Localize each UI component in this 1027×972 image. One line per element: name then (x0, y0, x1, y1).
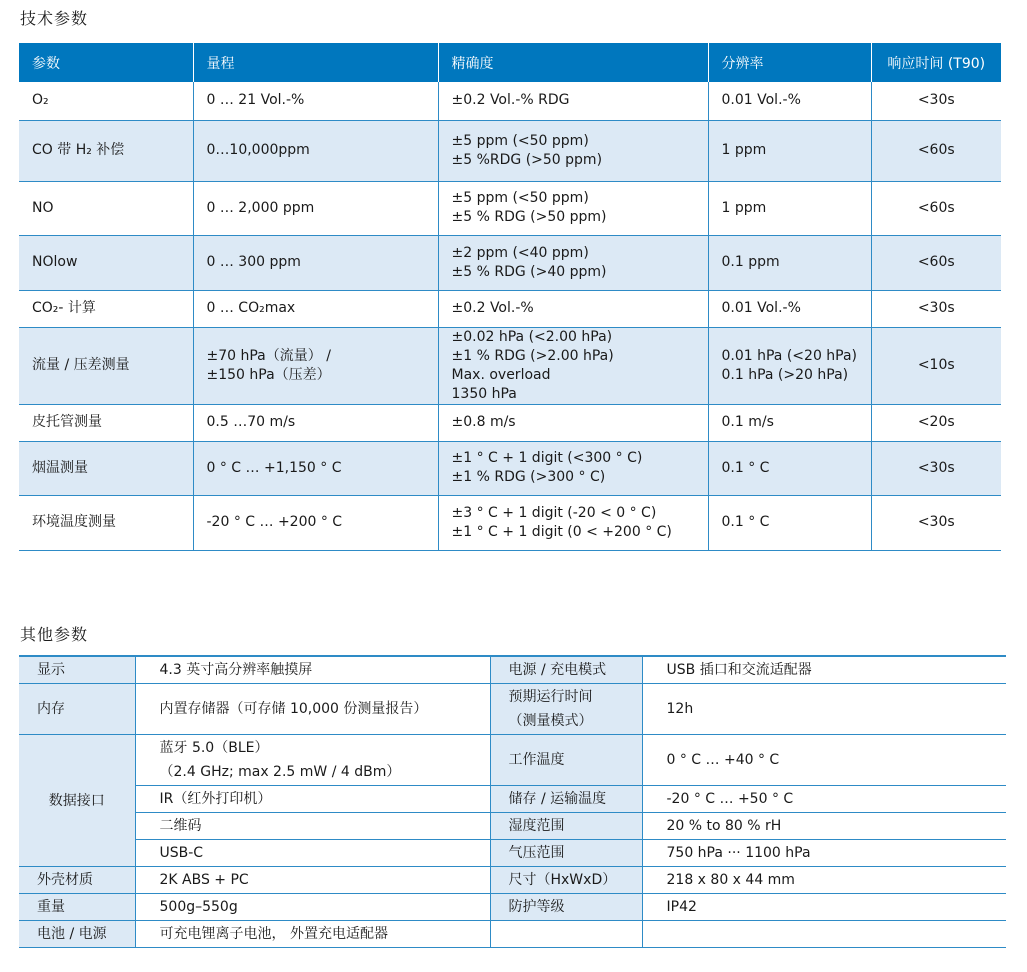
resolution-cell (708, 120, 871, 181)
resolution-cell-line: 0.01 Vol.-% (721, 92, 801, 109)
accuracy-cell (438, 290, 708, 327)
response-cell: <10s (871, 327, 1001, 404)
protection-value: IP42 (642, 894, 1006, 921)
accuracy-cell-line: ±1 % RDG (>300 ° C) (451, 469, 606, 485)
accuracy-cell-line: ±1 % RDG (>2.00 hPa) (451, 347, 614, 364)
accuracy-cell (438, 120, 708, 181)
accuracy-cell-line: ±3 ° C + 1 digit (-20 < 0 ° C) (451, 504, 657, 521)
weight-label: 重量 (19, 894, 135, 921)
range-cell (193, 495, 438, 550)
display-value: 4.3 英寸高分辨率触摸屏 (135, 656, 490, 684)
param-cell: 烟温测量 (19, 441, 193, 495)
empty-cell (490, 921, 642, 948)
param-cell: 环境温度测量 (19, 495, 193, 550)
bluetooth-line2: （2.4 GHz; max 2.5 mW / 4 dBm） (159, 764, 401, 780)
power-mode-value: USB 插口和交流适配器 (642, 656, 1006, 684)
param-cell: 流量 / 压差测量 (19, 327, 193, 404)
table-row (19, 894, 1006, 921)
resolution-cell (708, 82, 871, 120)
accuracy-cell (438, 495, 708, 550)
resolution-cell-line: 1 ppm (721, 199, 767, 216)
accuracy-cell (438, 327, 708, 404)
accuracy-cell-line: ±5 % RDG (>40 ppm) (451, 263, 607, 280)
memory-label: 内存 (19, 684, 135, 735)
housing-value: 2K ABS + PC (135, 867, 490, 894)
resolution-cell-line: 1 ppm (721, 142, 767, 158)
housing-label: 外壳材质 (19, 867, 135, 894)
accuracy-cell (438, 404, 708, 441)
range-cell-line: 0…10,000ppm (206, 142, 310, 158)
response-cell: <30s (871, 82, 1001, 120)
usbc-value: USB-C (135, 840, 490, 867)
resolution-cell-line: 0.01 Vol.-% (721, 300, 801, 316)
param-cell: O₂ (19, 82, 193, 120)
resolution-cell (708, 181, 871, 235)
table-row (19, 656, 1006, 684)
empty-cell (642, 921, 1006, 948)
table-row (19, 290, 1001, 327)
accuracy-cell (438, 181, 708, 235)
power-mode-label: 电源 / 充电模式 (490, 656, 642, 684)
param-cell: NOlow (19, 235, 193, 290)
table-row (19, 840, 1006, 867)
interface-label: 数据接口 (19, 735, 135, 867)
accuracy-cell-line: ±5 % RDG (>50 ppm) (451, 209, 607, 225)
range-cell-line: 0 … 2,000 ppm (206, 199, 315, 216)
tech-header-row (19, 43, 1001, 82)
range-cell (193, 327, 438, 404)
accuracy-cell-line: ±5 ppm (<50 ppm) (451, 132, 589, 149)
response-cell: <60s (871, 235, 1001, 290)
table-row (19, 495, 1001, 550)
table-row (19, 327, 1001, 404)
ir-value: IR（红外打印机） (135, 786, 490, 813)
battery-label: 电池 / 电源 (19, 921, 135, 948)
resolution-cell (708, 290, 871, 327)
range-cell-line: ±150 hPa（压差） (206, 366, 331, 383)
accuracy-cell (438, 441, 708, 495)
size-value: 218 x 80 x 44 mm (642, 867, 1006, 894)
bluetooth-value (135, 735, 490, 786)
pressure-value: 750 hPa ··· 1100 hPa (642, 840, 1006, 867)
resolution-cell (708, 327, 871, 404)
response-cell: <30s (871, 441, 1001, 495)
resolution-cell (708, 495, 871, 550)
header-accuracy: 精确度 (438, 43, 708, 82)
range-cell-line: 0 … CO₂max (206, 300, 296, 316)
table-row (19, 404, 1001, 441)
accuracy-cell-line: ±0.2 Vol.-% RDG (451, 92, 570, 109)
header-response-time: 响应时间 (T90) (871, 43, 1001, 82)
accuracy-cell (438, 82, 708, 120)
runtime-label (490, 684, 642, 735)
table-row (19, 735, 1006, 786)
header-range: 量程 (193, 43, 438, 82)
response-cell: <30s (871, 290, 1001, 327)
humidity-label: 湿度范围 (490, 813, 642, 840)
range-cell (193, 120, 438, 181)
table-row (19, 82, 1001, 120)
range-cell-line: 0 … 300 ppm (206, 254, 301, 270)
resolution-cell-line: 0.1 hPa (>20 hPa) (721, 366, 849, 383)
accuracy-cell-line: ±1 ° C + 1 digit (0 < +200 ° C) (451, 523, 672, 540)
other-params-table (19, 655, 1006, 948)
accuracy-cell-line: ±0.2 Vol.-% (451, 300, 534, 316)
table-row (19, 921, 1006, 948)
range-cell (193, 404, 438, 441)
table-row (19, 235, 1001, 290)
bluetooth-line1: 蓝牙 5.0（BLE） (159, 740, 269, 756)
range-cell (193, 441, 438, 495)
accuracy-cell-line: ±0.02 hPa (<2.00 hPa) (451, 328, 613, 345)
resolution-cell-line: 0.1 m/s (721, 414, 774, 430)
range-cell-line: -20 ° C … +200 ° C (206, 514, 343, 530)
header-param: 参数 (19, 43, 193, 82)
table-row (19, 684, 1006, 735)
param-cell: CO₂- 计算 (19, 290, 193, 327)
table-row (19, 867, 1006, 894)
range-cell (193, 181, 438, 235)
param-cell: 皮托管测量 (19, 404, 193, 441)
op-temp-label: 工作温度 (490, 735, 642, 786)
param-cell: CO 带 H₂ 补偿 (19, 120, 193, 181)
qr-value: 二维码 (135, 813, 490, 840)
response-cell: <60s (871, 181, 1001, 235)
accuracy-cell-line: ±5 %RDG (>50 ppm) (451, 151, 603, 168)
storage-temp-value: -20 ° C … +50 ° C (642, 786, 1006, 813)
protection-label: 防护等级 (490, 894, 642, 921)
accuracy-cell-line: ±0.8 m/s (451, 414, 516, 430)
accuracy-cell-line: ±5 ppm (<50 ppm) (451, 190, 589, 206)
table-row (19, 120, 1001, 181)
pressure-label: 气压范围 (490, 840, 642, 867)
display-label: 显示 (19, 656, 135, 684)
size-label: 尺寸（HxWxD） (490, 867, 642, 894)
range-cell-line: 0.5 …70 m/s (206, 414, 296, 430)
range-cell (193, 290, 438, 327)
accuracy-cell-line: ±2 ppm (<40 ppm) (451, 244, 589, 261)
weight-value: 500g–550g (135, 894, 490, 921)
range-cell (193, 235, 438, 290)
range-cell (193, 82, 438, 120)
response-cell: <60s (871, 120, 1001, 181)
tech-section-title: 技术参数 (20, 9, 89, 28)
accuracy-cell-line: 1350 hPa (451, 385, 517, 402)
resolution-cell-line: 0.1 ppm (721, 254, 780, 270)
accuracy-cell (438, 235, 708, 290)
tech-params-table (19, 43, 1001, 551)
range-cell-line: ±70 hPa（流量） / (206, 347, 331, 364)
header-resolution: 分辨率 (708, 43, 871, 82)
table-row (19, 813, 1006, 840)
param-cell: NO (19, 181, 193, 235)
table-row (19, 441, 1001, 495)
range-cell-line: 0 ° C … +1,150 ° C (206, 459, 342, 476)
resolution-cell (708, 404, 871, 441)
accuracy-cell-line: Max. overload (451, 366, 551, 383)
humidity-value: 20 % to 80 % rH (642, 813, 1006, 840)
resolution-cell-line: 0.1 ° C (721, 459, 770, 476)
response-cell: <30s (871, 495, 1001, 550)
range-cell-line: 0 … 21 Vol.-% (206, 92, 305, 109)
memory-value: 内置存储器（可存储 10,000 份测量报告） (135, 684, 490, 735)
table-row (19, 181, 1001, 235)
battery-value: 可充电锂离子电池， 外置充电适配器 (135, 921, 490, 948)
runtime-label-line1: 预期运行时间 (508, 689, 593, 705)
resolution-cell (708, 235, 871, 290)
table-row (19, 786, 1006, 813)
storage-temp-label: 储存 / 运输温度 (490, 786, 642, 813)
runtime-value: 12h (642, 684, 1006, 735)
op-temp-value: 0 ° C … +40 ° C (642, 735, 1006, 786)
response-cell: <20s (871, 404, 1001, 441)
other-section-title: 其他参数 (20, 625, 89, 644)
runtime-label-line2: （测量模式） (508, 713, 593, 729)
accuracy-cell-line: ±1 ° C + 1 digit (<300 ° C) (451, 450, 643, 466)
resolution-cell-line: 0.01 hPa (<20 hPa) (721, 347, 858, 364)
resolution-cell (708, 441, 871, 495)
resolution-cell-line: 0.1 ° C (721, 514, 770, 530)
